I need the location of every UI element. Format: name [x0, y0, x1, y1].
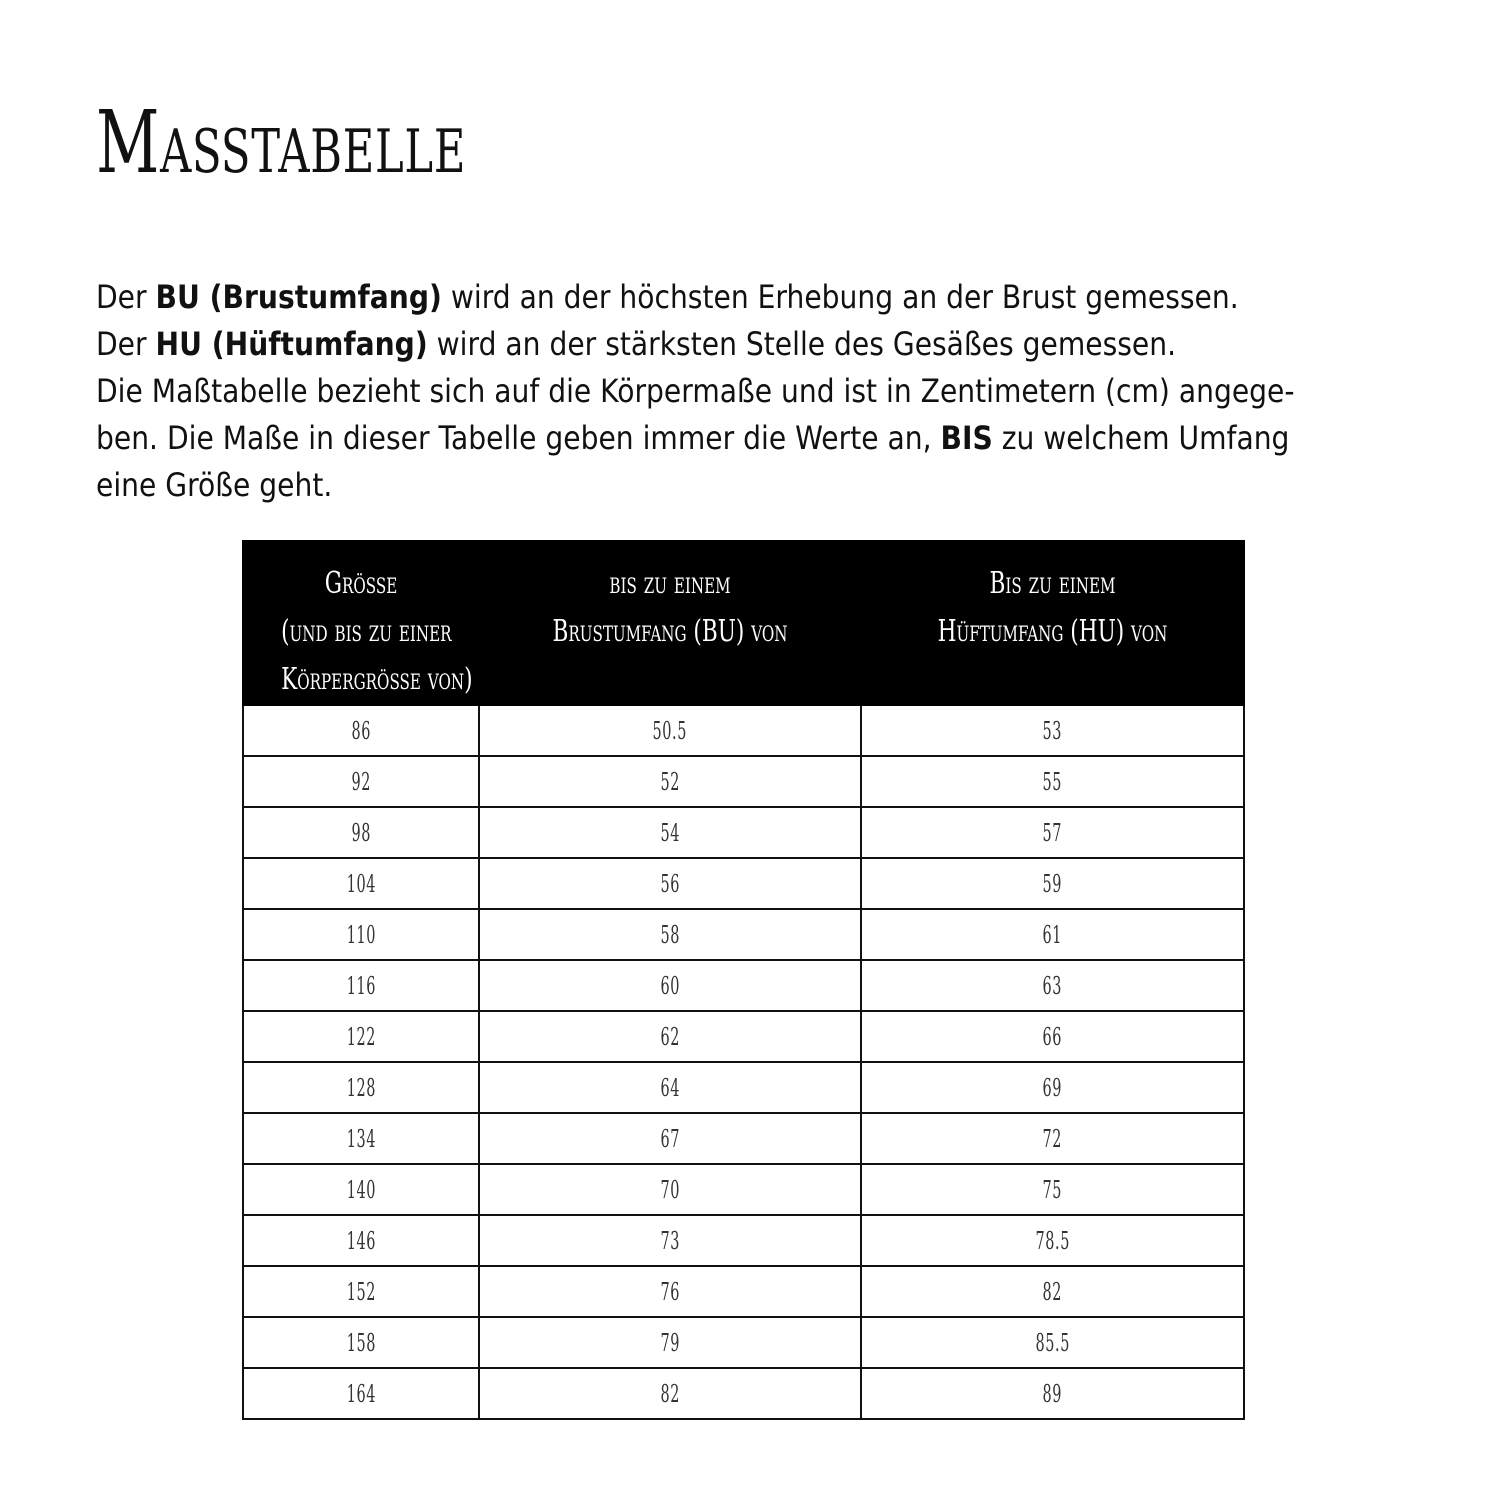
- cell-size-value: 104: [346, 869, 376, 898]
- table-row: [243, 1113, 1244, 1164]
- cell-hip: [861, 1266, 1244, 1317]
- cell-chest: [479, 1113, 861, 1164]
- header-size-line: Größe: [324, 566, 398, 601]
- cell-hip-value: 82: [1042, 1277, 1063, 1306]
- intro-line-bu: [96, 274, 1249, 321]
- cell-size-value: 140: [346, 1175, 376, 1204]
- cell-chest: [479, 1266, 861, 1317]
- cell-chest: [479, 1011, 861, 1062]
- cell-size: [243, 807, 479, 858]
- cell-size: [243, 1062, 479, 1113]
- cell-chest-value: 58: [660, 920, 680, 949]
- table-row: [243, 1011, 1244, 1062]
- cell-size: [243, 1215, 479, 1266]
- cell-chest-value: 62: [660, 1022, 680, 1051]
- cell-hip: [861, 1368, 1244, 1419]
- intro-line-hu-bold: HU (Hüftumfang): [155, 325, 428, 363]
- cell-size: [243, 756, 479, 807]
- intro-line-4-post: zu welchem Umfang: [992, 419, 1290, 457]
- cell-hip-value: 61: [1042, 920, 1063, 949]
- cell-chest-value: 70: [660, 1175, 680, 1204]
- cell-size-value: 164: [346, 1379, 376, 1408]
- intro-line-4-pre: ben. Die Maße in dieser Tabelle geben immer die Werte an,: [96, 419, 941, 457]
- cell-hip: [861, 1164, 1244, 1215]
- cell-hip-value: 63: [1042, 971, 1063, 1000]
- intro-line-3: Die Maßtabelle bezieht sich auf die Körpermaße und ist in Zentimetern (cm) angege-: [96, 372, 1295, 410]
- cell-chest-value: 64: [660, 1073, 680, 1102]
- cell-hip-value: 59: [1042, 869, 1063, 898]
- cell-hip: [861, 858, 1244, 909]
- cell-chest-value: 56: [660, 869, 680, 898]
- cell-size-value: 146: [346, 1226, 376, 1255]
- cell-hip-value: 72: [1042, 1124, 1063, 1153]
- header-hip: [861, 541, 1244, 705]
- header-row: [243, 541, 1244, 705]
- cell-hip-value: 66: [1042, 1022, 1063, 1051]
- cell-hip-value: 69: [1042, 1073, 1063, 1102]
- intro-line-bu-pre: Der: [96, 278, 156, 316]
- cell-chest: [479, 1062, 861, 1113]
- cell-hip-value: 57: [1042, 818, 1063, 847]
- cell-hip: [861, 1062, 1244, 1113]
- cell-hip-value: 78.5: [1035, 1226, 1070, 1255]
- cell-hip-value: 55: [1042, 767, 1063, 796]
- cell-size: [243, 1113, 479, 1164]
- header-hip-line: Hüftumfang (HU) von: [937, 614, 1168, 649]
- cell-size-value: 122: [346, 1022, 376, 1051]
- size-table-header: [243, 541, 1244, 705]
- header-size-line: Körpergröße von): [281, 662, 473, 697]
- cell-chest-value: 82: [660, 1379, 680, 1408]
- cell-hip: [861, 1317, 1244, 1368]
- cell-chest-value: 67: [660, 1124, 680, 1153]
- size-table-body: [243, 705, 1244, 1419]
- cell-hip: [861, 1011, 1244, 1062]
- table-row: [243, 1215, 1244, 1266]
- cell-size: [243, 909, 479, 960]
- cell-chest: [479, 1317, 861, 1368]
- cell-size-value: 128: [346, 1073, 376, 1102]
- cell-hip: [861, 705, 1244, 756]
- cell-hip: [861, 909, 1244, 960]
- cell-chest: [479, 960, 861, 1011]
- table-row: [243, 1317, 1244, 1368]
- cell-chest: [479, 1368, 861, 1419]
- table-row: [243, 705, 1244, 756]
- intro-line-4-bold: BIS: [940, 419, 993, 457]
- cell-size: [243, 1266, 479, 1317]
- intro-text: [96, 274, 1406, 509]
- cell-size: [243, 960, 479, 1011]
- cell-chest: [479, 807, 861, 858]
- header-size: [243, 541, 479, 705]
- cell-hip-value: 89: [1042, 1379, 1063, 1408]
- table-row: [243, 1266, 1244, 1317]
- table-row: [243, 756, 1244, 807]
- cell-chest: [479, 705, 861, 756]
- cell-chest-value: 76: [660, 1277, 680, 1306]
- cell-size: [243, 1011, 479, 1062]
- header-chest: [479, 541, 861, 705]
- table-row: [243, 1164, 1244, 1215]
- cell-size-value: 110: [346, 920, 376, 949]
- cell-size-value: 134: [346, 1124, 376, 1153]
- cell-size: [243, 705, 479, 756]
- cell-size-value: 86: [351, 716, 371, 745]
- cell-size-value: 152: [346, 1277, 376, 1306]
- cell-size-value: 116: [346, 971, 376, 1000]
- size-table: [242, 540, 1245, 1420]
- cell-chest-value: 52: [660, 767, 680, 796]
- cell-chest-value: 79: [660, 1328, 680, 1357]
- header-hip-line: Bis zu einem: [989, 566, 1116, 601]
- cell-size: [243, 1368, 479, 1419]
- cell-chest-value: 50.5: [652, 716, 688, 745]
- intro-line-hu-post: wird an der stärksten Stelle des Gesäßes gemessen.: [427, 325, 1177, 363]
- cell-hip: [861, 1113, 1244, 1164]
- header-chest-line: Brustumfang (BU) von: [552, 614, 788, 649]
- cell-chest-value: 73: [660, 1226, 680, 1255]
- intro-line-bu-bold: BU (Brustumfang): [155, 278, 442, 316]
- cell-hip: [861, 1215, 1244, 1266]
- intro-line-4: [96, 415, 1290, 462]
- cell-chest: [479, 1215, 861, 1266]
- intro-line-hu: [96, 321, 1249, 368]
- cell-size: [243, 1164, 479, 1215]
- header-chest-line: bis zu einem: [609, 566, 731, 601]
- cell-hip-value: 85.5: [1035, 1328, 1070, 1357]
- intro-line-5: eine Größe geht.: [96, 466, 333, 504]
- cell-size: [243, 1317, 479, 1368]
- cell-chest-value: 54: [660, 818, 680, 847]
- cell-chest-value: 60: [660, 971, 680, 1000]
- cell-chest: [479, 756, 861, 807]
- cell-chest: [479, 1164, 861, 1215]
- cell-size-value: 98: [351, 818, 371, 847]
- cell-hip-value: 75: [1042, 1175, 1063, 1204]
- table-row: [243, 1062, 1244, 1113]
- intro-line-hu-pre: Der: [96, 325, 156, 363]
- cell-size: [243, 858, 479, 909]
- cell-size-value: 158: [346, 1328, 376, 1357]
- cell-hip: [861, 960, 1244, 1011]
- table-row: [243, 858, 1244, 909]
- table-row: [243, 1368, 1244, 1419]
- cell-hip-value: 53: [1042, 716, 1063, 745]
- cell-chest: [479, 858, 861, 909]
- cell-hip: [861, 756, 1244, 807]
- cell-size-value: 92: [351, 767, 371, 796]
- table-row: [243, 807, 1244, 858]
- table-row: [243, 960, 1244, 1011]
- intro-line-bu-post: wird an der höchsten Erhebung an der Brust gemessen.: [441, 278, 1239, 316]
- page-title: Maßtabelle: [96, 93, 467, 193]
- cell-chest: [479, 909, 861, 960]
- cell-hip: [861, 807, 1244, 858]
- header-size-line: (und bis zu einer: [281, 614, 452, 649]
- table-row: [243, 909, 1244, 960]
